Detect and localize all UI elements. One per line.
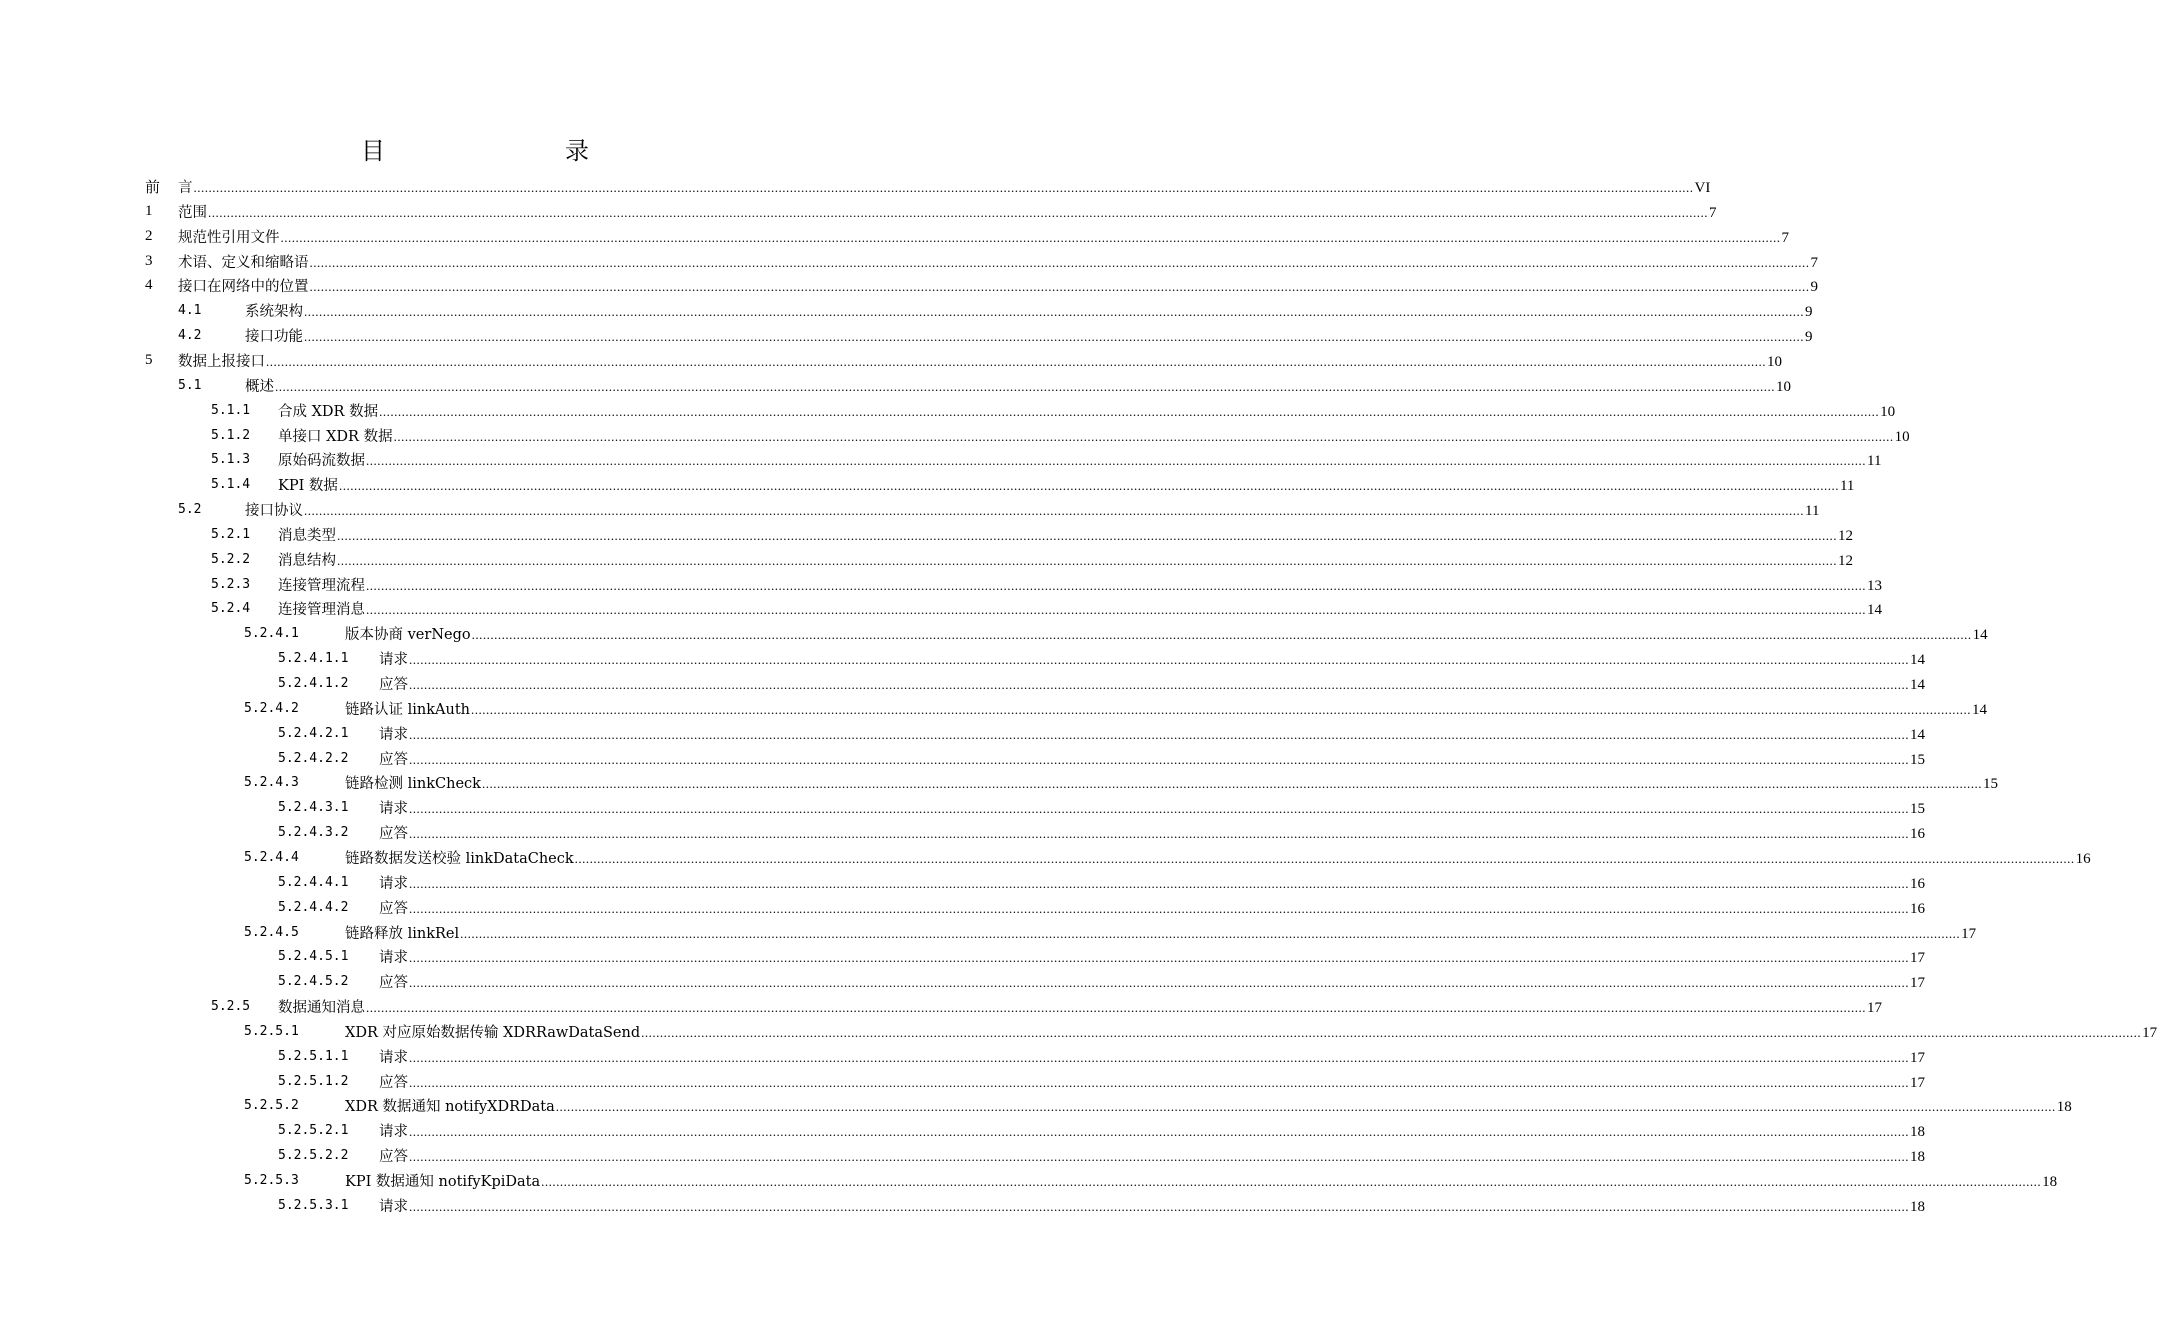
- toc-entry[interactable]: [0, 1168, 2058, 1193]
- toc-entry[interactable]: [0, 696, 1987, 721]
- toc-entry-page: 17: [1910, 950, 1925, 967]
- toc-entry[interactable]: [0, 323, 1813, 348]
- toc-leader-dots: ................................................................................................................................................................................................................................................................................................................................................................................................................: [409, 975, 1909, 991]
- toc-entry-page: 17: [2142, 1024, 2157, 1041]
- toc-entry-number: 5.2.5.3.1: [278, 1197, 349, 1213]
- toc-entry-title: 请求: [379, 1198, 408, 1215]
- toc-entry-title: 链路认证 linkAuth: [345, 701, 470, 718]
- toc-entry-number: 5.1.2: [211, 427, 251, 443]
- toc-entry[interactable]: [0, 646, 1925, 671]
- toc-entry-page: 14: [1910, 652, 1925, 669]
- toc-leader-dots: ................................................................................................................................................................................................................................................................................................................................................................................................................: [409, 1124, 1909, 1140]
- toc-leader-dots: ................................................................................................................................................................................................................................................................................................................................................................................................................: [409, 1049, 1909, 1065]
- toc-entry-title: 接口功能: [245, 329, 303, 346]
- toc-entry-title: 应答: [379, 677, 408, 693]
- toc-entry-page: 16: [1910, 875, 1925, 892]
- toc-entry-page: 14: [1910, 677, 1925, 693]
- toc-entry[interactable]: [0, 994, 1882, 1019]
- toc-leader-dots: ................................................................................................................................................................................................................................................................................................................................................................................................................: [309, 279, 1810, 295]
- toc-leader-dots: ................................................................................................................................................................................................................................................................................................................................................................................................................: [366, 1000, 1866, 1016]
- toc-entry-page: 17: [1961, 925, 1977, 942]
- toc-entry-number: 5.2.3: [211, 576, 251, 592]
- toc-entry-page: 15: [1910, 801, 1925, 818]
- toc-entry-title: 请求: [379, 1124, 408, 1141]
- toc-entry-title: 应答: [379, 826, 408, 843]
- toc-entry-page: 15: [1982, 776, 1998, 793]
- toc-entry-page: VI: [1694, 180, 1711, 196]
- toc-entry-number: 5.2.2: [211, 551, 251, 567]
- toc-entry-title: 请求: [379, 875, 408, 892]
- toc-entry-title: 概述: [245, 378, 274, 395]
- toc-entry-title: 接口协议: [245, 503, 303, 520]
- toc-entry-page: 18: [1910, 1198, 1925, 1215]
- toc-entry-title: 连接管理流程: [278, 577, 365, 594]
- toc-entry-number: 5.1.3: [211, 452, 251, 468]
- toc-entry-page: 14: [1867, 602, 1882, 619]
- toc-leader-dots: ................................................................................................................................................................................................................................................................................................................................................................................................................: [460, 925, 1961, 941]
- toc-entry-title: 合成 XDR 数据: [278, 403, 379, 420]
- toc-entry-title: 链路数据发送校验 linkDataCheck: [345, 850, 574, 867]
- toc-entry-number: 5.2.5.1.2: [278, 1073, 349, 1089]
- toc-entry-page: 14: [1972, 627, 1988, 644]
- toc-entry-number: 5.2.5.1: [244, 1023, 299, 1039]
- toc-entry[interactable]: [0, 522, 1853, 547]
- toc-entry[interactable]: [0, 895, 1925, 920]
- toc-entry[interactable]: [0, 497, 1820, 522]
- toc-entry[interactable]: [0, 1044, 1925, 1069]
- toc-entry-title: 应答: [379, 975, 408, 992]
- toc-entry-title: 数据通知消息: [278, 1000, 365, 1017]
- toc-entry-page: 9: [1810, 279, 1818, 296]
- toc-entry-number: 5.2.5.1.1: [278, 1048, 349, 1064]
- toc-entry-number: 5.2.4.1: [244, 626, 299, 642]
- toc-entry-page: 17: [1867, 1000, 1882, 1017]
- toc-entry-number: 5.2.4.5: [244, 924, 299, 940]
- toc-entry-page: 7: [1709, 204, 1717, 221]
- toc-entry-title: 版本协商 verNego: [345, 627, 471, 644]
- toc-entry-title: 规范性引用文件: [178, 229, 280, 246]
- toc-entry-page: 9: [1805, 329, 1813, 346]
- toc-entry-title: 术语、定义和缩略语: [178, 254, 309, 271]
- toc-entry-page: 14: [1971, 701, 1987, 718]
- toc-entry-number: 5.2.4.3.1: [278, 800, 349, 816]
- toc-entry[interactable]: [0, 795, 1925, 820]
- toc-entry-title: 连接管理消息: [278, 602, 365, 619]
- toc-entry-number: 5.2.5.2: [244, 1098, 299, 1114]
- toc-leader-dots: ................................................................................................................................................................................................................................................................................................................................................................................................................: [337, 552, 1837, 568]
- toc-entry-page: 18: [1910, 1124, 1925, 1141]
- toc-entry-title: 应答: [379, 1149, 408, 1166]
- toc-leader-dots: ................................................................................................................................................................................................................................................................................................................................................................................................................: [409, 1198, 1909, 1214]
- toc-entry-page: 15: [1910, 751, 1925, 768]
- toc-entry-number: 1: [145, 202, 153, 219]
- toc-entry-page: 7: [1781, 229, 1789, 246]
- toc-entry-title: 应答: [379, 1074, 408, 1091]
- toc-entry[interactable]: [0, 348, 1782, 373]
- toc-entry-page: 10: [1894, 428, 1910, 445]
- toc-entry-title: 应答: [379, 900, 408, 917]
- toc-entry[interactable]: [0, 547, 1853, 572]
- toc-entry-page: 13: [1867, 577, 1882, 594]
- toc-leader-dots: ................................................................................................................................................................................................................................................................................................................................................................................................................: [409, 652, 1909, 668]
- toc-entry-title: KPI 数据通知 notifyKpiData: [345, 1174, 541, 1190]
- toc-leader-dots: ................................................................................................................................................................................................................................................................................................................................................................................................................: [541, 1174, 2042, 1189]
- toc-leader-dots: ................................................................................................................................................................................................................................................................................................................................................................................................................: [641, 1024, 2142, 1040]
- toc-leader-dots: ................................................................................................................................................................................................................................................................................................................................................................................................................: [366, 602, 1866, 618]
- toc-leader-dots: ................................................................................................................................................................................................................................................................................................................................................................................................................: [366, 577, 1866, 593]
- toc-entry[interactable]: [0, 298, 1813, 323]
- toc-entry-page: 16: [1910, 900, 1925, 917]
- toc-entry-page: 17: [1910, 1049, 1925, 1066]
- toc-leader-dots: ................................................................................................................................................................................................................................................................................................................................................................................................................: [574, 850, 2075, 866]
- toc-entry-page: 9: [1805, 304, 1813, 321]
- toc-entry-number: 5.2.4.5.1: [278, 949, 349, 965]
- toc-entry[interactable]: [0, 1093, 2072, 1118]
- toc-entry-page: 12: [1838, 552, 1853, 569]
- toc-leader-dots: ................................................................................................................................................................................................................................................................................................................................................................................................................: [275, 378, 1775, 394]
- toc-entry[interactable]: [0, 1193, 1925, 1218]
- toc-leader-dots: ................................................................................................................................................................................................................................................................................................................................................................................................................: [309, 254, 1810, 270]
- toc-entry-page: 11: [1839, 478, 1855, 495]
- toc-entry-title: 言: [178, 180, 193, 196]
- toc-leader-dots: ................................................................................................................................................................................................................................................................................................................................................................................................................: [409, 726, 1909, 742]
- toc-entry[interactable]: [0, 273, 1818, 298]
- toc-leader-dots: ................................................................................................................................................................................................................................................................................................................................................................................................................: [266, 353, 1766, 369]
- toc-leader-dots: ................................................................................................................................................................................................................................................................................................................................................................................................................: [304, 304, 1804, 320]
- toc-entry-number: 5.2.5.2.1: [278, 1123, 349, 1139]
- toc-leader-dots: ................................................................................................................................................................................................................................................................................................................................................................................................................: [409, 751, 1909, 767]
- toc-entry[interactable]: [0, 472, 1855, 497]
- toc-entry-page: 10: [1880, 403, 1896, 420]
- toc-entry[interactable]: [0, 621, 1988, 646]
- toc-entry[interactable]: [0, 596, 1882, 621]
- toc-entry-page: 17: [1910, 1074, 1925, 1091]
- toc-leader-dots: ................................................................................................................................................................................................................................................................................................................................................................................................................: [409, 1074, 1909, 1090]
- toc-entry-page: 7: [1810, 254, 1818, 271]
- toc-leader-dots: ................................................................................................................................................................................................................................................................................................................................................................................................................: [409, 826, 1909, 842]
- toc-entry-title: 请求: [379, 652, 408, 669]
- toc-entry-title: 请求: [379, 801, 408, 818]
- toc-entry-number: 2: [145, 227, 153, 244]
- toc-entry[interactable]: [0, 447, 1882, 472]
- toc-entry-number: 4.2: [178, 328, 202, 344]
- toc-entry-number: 4: [145, 277, 153, 294]
- toc-entry-page: 18: [1910, 1149, 1925, 1166]
- toc-entry-number: 5.2.4.3.2: [278, 825, 349, 841]
- toc-entry-title: 消息结构: [278, 552, 336, 569]
- toc-entry-number: 5.2.4.4.2: [278, 899, 349, 915]
- toc-entry-page: 16: [2075, 850, 2091, 867]
- toc-entry-number: 5.2.4.5.2: [278, 974, 349, 990]
- toc-entry-title: 链路检测 linkCheck: [345, 776, 481, 793]
- toc-entry-number: 5.2.4.3: [244, 775, 299, 791]
- toc-entry-number: 3: [145, 252, 153, 269]
- toc-leader-dots: ................................................................................................................................................................................................................................................................................................................................................................................................................: [555, 1099, 2056, 1115]
- toc-leader-dots: ................................................................................................................................................................................................................................................................................................................................................................................................................: [393, 428, 1894, 444]
- toc-leader-dots: ................................................................................................................................................................................................................................................................................................................................................................................................................: [409, 900, 1909, 916]
- toc-entry-page: 11: [1805, 503, 1820, 520]
- toc-entry-page: 14: [1910, 726, 1925, 743]
- toc-entry-title: 消息类型: [278, 527, 336, 544]
- toc-entry-title: 应答: [379, 751, 408, 768]
- toc-leader-dots: ................................................................................................................................................................................................................................................................................................................................................................................................................: [481, 776, 1982, 792]
- toc-leader-dots: ................................................................................................................................................................................................................................................................................................................................................................................................................: [409, 1149, 1909, 1165]
- toc-entry-page: 17: [1910, 975, 1925, 992]
- toc-entry-number: 5.2.5: [211, 999, 251, 1015]
- toc-leader-dots: ................................................................................................................................................................................................................................................................................................................................................................................................................: [280, 229, 1781, 245]
- toc-entry[interactable]: [0, 1019, 2157, 1044]
- toc-entry-title: 接口在网络中的位置: [178, 279, 309, 296]
- toc-entry[interactable]: [0, 572, 1882, 597]
- toc-entry[interactable]: [0, 1118, 1925, 1143]
- toc-entry-title: 请求: [379, 950, 408, 967]
- toc-entry[interactable]: [0, 423, 1910, 448]
- toc-entry-number: 5.1: [178, 377, 202, 393]
- toc-leader-dots: ................................................................................................................................................................................................................................................................................................................................................................................................................: [471, 627, 1972, 643]
- toc-entry-page: 11: [1867, 453, 1882, 470]
- toc-entry-number: 4.1: [178, 303, 202, 319]
- toc-entry[interactable]: [0, 398, 1896, 423]
- toc-entry[interactable]: [0, 224, 1789, 249]
- toc-leader-dots: ................................................................................................................................................................................................................................................................................................................................................................................................................: [470, 701, 1971, 717]
- toc-entry-page: 12: [1838, 527, 1853, 544]
- toc-entry-title: 单接口 XDR 数据: [278, 428, 393, 445]
- toc-entry[interactable]: [0, 969, 1925, 994]
- toc-leader-dots: ................................................................................................................................................................................................................................................................................................................................................................................................................: [193, 180, 1694, 195]
- toc-entry[interactable]: [0, 671, 1925, 696]
- toc-entry-page: 10: [1776, 378, 1791, 395]
- toc-entry-number: 5.2.4.2.2: [278, 750, 349, 766]
- toc-entry-number: 5.2.5.2.2: [278, 1148, 349, 1164]
- toc-entry-title: 请求: [379, 1049, 408, 1066]
- toc-entry-page: 16: [1910, 826, 1925, 843]
- toc-entry[interactable]: [0, 944, 1925, 969]
- toc-heading: 目 录: [361, 137, 633, 165]
- toc-entry-page: 18: [2042, 1174, 2058, 1190]
- toc-leader-dots: ................................................................................................................................................................................................................................................................................................................................................................................................................: [409, 801, 1909, 817]
- toc-entry[interactable]: [0, 920, 1977, 945]
- toc-entry-title: XDR 对应原始数据传输 XDRRawDataSend: [345, 1024, 641, 1041]
- toc-entry[interactable]: [0, 1143, 1925, 1168]
- toc-entry-title: 请求: [379, 726, 408, 743]
- toc-leader-dots: ................................................................................................................................................................................................................................................................................................................................................................................................................: [337, 527, 1837, 543]
- toc-entry-title: 链路释放 linkRel: [345, 925, 460, 942]
- toc-entry-number: 5.2.5.3: [244, 1173, 299, 1188]
- toc-leader-dots: ................................................................................................................................................................................................................................................................................................................................................................................................................: [379, 403, 1880, 419]
- toc-entry[interactable]: [0, 721, 1925, 746]
- toc-entry-title: 范围: [178, 204, 207, 221]
- toc-entry-number: 5.2.1: [211, 526, 251, 542]
- toc-entry-number: 5.1.4: [211, 477, 251, 493]
- toc-entry-title: KPI 数据: [278, 478, 338, 495]
- toc-entry[interactable]: [0, 373, 1791, 398]
- toc-entry-page: 18: [2056, 1099, 2072, 1116]
- toc-entry-page: 10: [1767, 353, 1782, 370]
- toc-entry-number: 5.2.4.1.2: [278, 676, 349, 691]
- toc-leader-dots: ................................................................................................................................................................................................................................................................................................................................................................................................................: [208, 204, 1708, 220]
- toc-entry-title: 数据上报接口: [178, 353, 265, 370]
- toc-entry[interactable]: [0, 845, 2091, 870]
- toc-entry-number: 5.2.4.1.1: [278, 651, 349, 667]
- toc-leader-dots: ................................................................................................................................................................................................................................................................................................................................................................................................................: [409, 677, 1909, 692]
- toc-entry-number: 5.2: [178, 502, 202, 518]
- toc-entry-number: 前: [145, 180, 161, 196]
- toc-entry-number: 5.2.4.2: [244, 700, 299, 716]
- toc-entry-title: 原始码流数据: [278, 453, 365, 470]
- toc-leader-dots: ................................................................................................................................................................................................................................................................................................................................................................................................................: [366, 453, 1866, 469]
- toc-entry-number: 5.2.4.4: [244, 849, 299, 865]
- toc-leader-dots: ................................................................................................................................................................................................................................................................................................................................................................................................................: [304, 503, 1804, 519]
- toc-entry[interactable]: [0, 820, 1925, 845]
- toc-leader-dots: ................................................................................................................................................................................................................................................................................................................................................................................................................: [338, 478, 1839, 494]
- toc-entry-number: 5.2.4: [211, 601, 251, 617]
- toc-entry[interactable]: [0, 1069, 1925, 1094]
- toc-entry-title: XDR 数据通知 notifyXDRData: [345, 1099, 555, 1116]
- toc-entry-number: 5.2.4.2.1: [278, 725, 349, 741]
- toc-entry[interactable]: [0, 174, 1711, 199]
- toc-entry[interactable]: [0, 870, 1925, 895]
- toc-leader-dots: ................................................................................................................................................................................................................................................................................................................................................................................................................: [409, 875, 1909, 891]
- toc-entry-number: 5.1.1: [211, 402, 251, 418]
- toc-entry[interactable]: [0, 746, 1925, 771]
- toc-entry[interactable]: [0, 770, 1998, 795]
- toc-entry[interactable]: [0, 199, 1717, 224]
- toc-leader-dots: ................................................................................................................................................................................................................................................................................................................................................................................................................: [409, 950, 1909, 966]
- toc-entry[interactable]: [0, 249, 1818, 274]
- toc-leader-dots: ................................................................................................................................................................................................................................................................................................................................................................................................................: [304, 329, 1804, 345]
- toc-entry-number: 5.2.4.4.1: [278, 874, 349, 890]
- toc-entry-number: 5: [145, 351, 153, 368]
- toc-entry-title: 系统架构: [245, 304, 303, 321]
